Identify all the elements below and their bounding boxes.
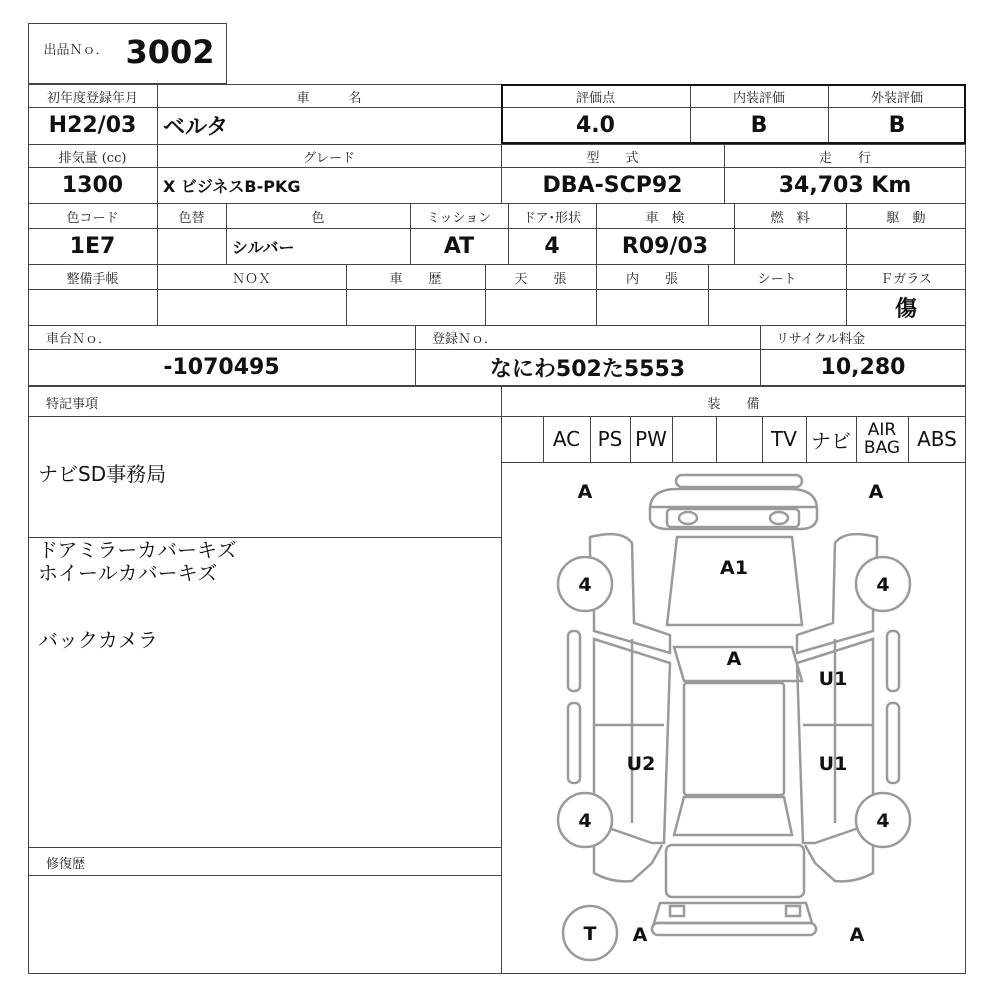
equip-slot-empty-1 [501, 416, 543, 462]
interior-score-label: 内装評価 [732, 90, 785, 106]
chassis-value: -1070495 [163, 355, 280, 380]
mark-front-left: A [577, 481, 593, 503]
door-label: ドア･形状 [522, 210, 582, 226]
equip-ac: AC [552, 427, 581, 451]
maintenance-label: 整備手帳 [66, 271, 119, 287]
drive-label: 駆 動 [886, 210, 926, 226]
grade-value: X ビジネスB-PKG [163, 176, 301, 196]
inspection-label: 車 検 [645, 210, 685, 226]
displacement-value: 1300 [61, 172, 124, 198]
recycle-value: 10,280 [820, 355, 906, 380]
mission-value: AT [443, 233, 475, 259]
lot-label: 出品Ｎｏ． [43, 42, 109, 58]
equipment-label: 装 備 [707, 396, 760, 412]
mark-right-front-door: U1 [818, 668, 848, 690]
grade-label: グレード [302, 150, 355, 166]
interior-trim-label: 内 張 [625, 271, 678, 287]
nox-label: ＮＯＸ [231, 271, 271, 287]
mark-tire-fr: 4 [876, 574, 890, 596]
chassis-label: 車台Ｎｏ． [46, 332, 112, 347]
roof-shape [684, 683, 784, 795]
color-label: 色 [311, 210, 325, 226]
recycle-label: リサイクル料金 [776, 332, 866, 347]
model-value: DBA-SCP92 [542, 172, 683, 198]
history-label: 車 歴 [389, 271, 442, 287]
displacement-label: 排気量 (cc) [58, 150, 127, 166]
car-name-value: ベルタ [163, 115, 229, 140]
equip-ps: PS [597, 427, 623, 451]
equip-pw: PW [635, 427, 667, 451]
color-code-value: 1E7 [69, 233, 116, 259]
equip-tv: TV [771, 427, 797, 451]
car-damage-diagram [502, 463, 965, 973]
mark-right-rear-door: U1 [818, 753, 848, 775]
mark-left-rear-door: U2 [626, 753, 656, 775]
mark-tire-rr: 4 [876, 810, 890, 832]
reg-no-value: なにわ502た5553 [489, 357, 686, 382]
equip-navi: ナビ [811, 428, 851, 453]
exterior-score-label: 外装評価 [870, 90, 923, 106]
first-reg-label: 初年度登録年月 [46, 90, 138, 106]
fuel-label: 燃 料 [770, 210, 810, 226]
mark-front-right: A [868, 481, 884, 503]
repair-history-label: 修復歴 [46, 856, 86, 872]
fuel-value [734, 228, 846, 264]
notes-label: 特記事項 [46, 396, 99, 412]
mileage-value: 34,703 Km [778, 172, 912, 198]
note-line-1: ナビSD事務局 [38, 462, 167, 486]
equip-abs: ABS [917, 427, 957, 451]
seat-label: シート [757, 271, 797, 287]
mark-hood: A1 [720, 557, 748, 579]
interior-score-value: B [750, 113, 768, 138]
drive-value [846, 228, 966, 264]
mark-spare: T [583, 923, 597, 945]
ceiling-label: 天 張 [514, 271, 567, 287]
equip-slot-empty-2 [672, 416, 716, 462]
fglass-label: Ｆガラス [880, 271, 932, 287]
lot-number: 3002 [125, 33, 215, 71]
mark-rear-left: A [632, 924, 648, 946]
color-change-label: 色替 [178, 210, 205, 226]
mission-label: ミッション [426, 210, 492, 226]
front-bumper-shape [676, 475, 802, 487]
equip-airbag: AIR BAG [863, 420, 901, 458]
inspection-value: R09/03 [621, 233, 709, 259]
hood-shape [667, 537, 802, 625]
mark-rear-right: A [849, 924, 865, 946]
trunk-shape [666, 845, 804, 897]
color-code-label: 色コード [66, 210, 119, 226]
note-line-4: バックカメラ [38, 628, 158, 652]
mark-windshield: A [726, 648, 742, 670]
color-change-value [157, 228, 226, 264]
note-line-2: ドアミラーカバーキズ [38, 538, 237, 562]
note-line-3: ホイールカバーキズ [38, 561, 218, 585]
car-name-label: 車 名 [296, 90, 362, 106]
equip-slot-empty-3 [716, 416, 762, 462]
mileage-label: 走 行 [818, 150, 871, 166]
reg-no-label: 登録Ｎｏ． [432, 332, 498, 347]
model-label: 型 式 [586, 150, 639, 166]
fglass-value: 傷 [894, 295, 917, 322]
mark-tire-fl: 4 [578, 574, 592, 596]
door-value: 4 [544, 233, 560, 259]
rear-window-shape [674, 797, 792, 835]
exterior-score-value: B [888, 113, 906, 138]
score-value: 4.0 [576, 113, 615, 138]
score-label: 評価点 [575, 90, 615, 106]
color-value: シルバー [232, 237, 295, 257]
first-reg-value: H22/03 [48, 113, 137, 138]
mark-tire-rl: 4 [578, 810, 592, 832]
